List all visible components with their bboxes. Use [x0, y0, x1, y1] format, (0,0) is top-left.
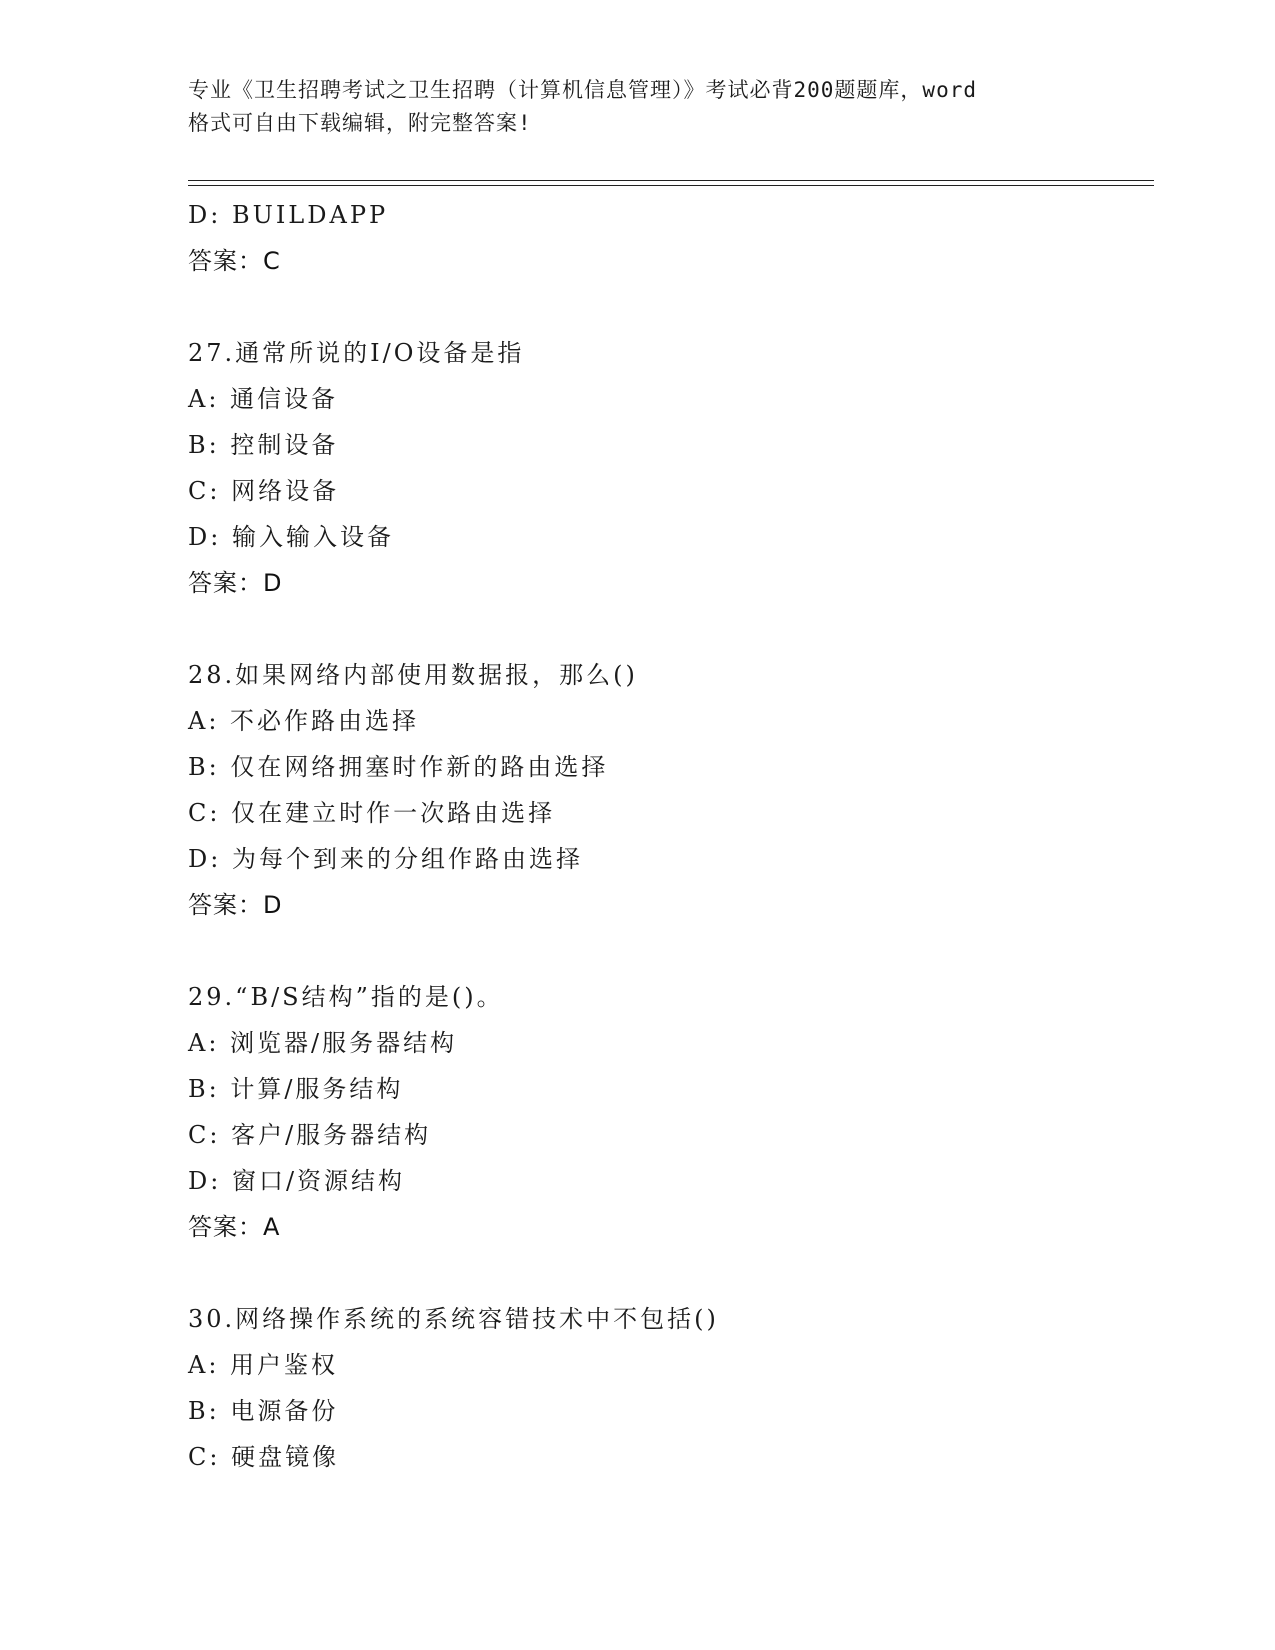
option-b: B: 仅在网络拥塞时作新的路由选择	[188, 753, 609, 781]
question-26-tail	[188, 192, 1154, 284]
answer: 答案：D	[188, 891, 283, 919]
option-d: D: 窗口/资源结构	[188, 1167, 406, 1195]
option-d: D: BUILDAPP	[188, 201, 389, 229]
option-a: A: 用户鉴权	[188, 1351, 339, 1379]
answer: 答案：D	[188, 569, 283, 597]
document-header	[188, 74, 1088, 140]
spacer	[188, 928, 1154, 974]
question-30	[188, 1296, 1154, 1480]
spacer	[188, 1250, 1154, 1296]
spacer	[188, 284, 1154, 330]
option-a: A: 浏览器/服务器结构	[188, 1029, 458, 1057]
option-a: A: 不必作路由选择	[188, 707, 420, 735]
question-28	[188, 652, 1154, 928]
option-d: D: 为每个到来的分组作路由选择	[188, 845, 583, 873]
option-c: C: 客户/服务器结构	[188, 1121, 432, 1149]
option-c: C: 硬盘镜像	[188, 1443, 340, 1471]
question-stem: 30.网络操作系统的系统容错技术中不包括()	[188, 1305, 719, 1333]
answer: 答案：C	[188, 247, 281, 275]
question-stem: 29.“B/S结构”指的是()。	[188, 983, 504, 1011]
header-divider-top	[188, 180, 1154, 181]
header-line-1: 专业《卫生招聘考试之卫生招聘（计算机信息管理）》考试必背200题题库，word	[188, 78, 977, 102]
option-a: A: 通信设备	[188, 385, 339, 413]
option-b: B: 控制设备	[188, 431, 339, 459]
question-stem: 28.如果网络内部使用数据报，那么()	[188, 661, 638, 689]
option-d: D: 输入输入设备	[188, 523, 394, 551]
header-divider-bottom	[188, 185, 1154, 186]
spacer	[188, 606, 1154, 652]
option-c: C: 仅在建立时作一次路由选择	[188, 799, 556, 827]
question-stem: 27.通常所说的I/O设备是指	[188, 339, 525, 367]
question-27	[188, 330, 1154, 606]
header-line-2: 格式可自由下载编辑，附完整答案!	[188, 111, 532, 135]
question-29	[188, 974, 1154, 1250]
option-c: C: 网络设备	[188, 477, 340, 505]
answer: 答案：A	[188, 1213, 281, 1241]
option-b: B: 电源备份	[188, 1397, 339, 1425]
question-list	[188, 192, 1154, 1480]
option-b: B: 计算/服务结构	[188, 1075, 404, 1103]
